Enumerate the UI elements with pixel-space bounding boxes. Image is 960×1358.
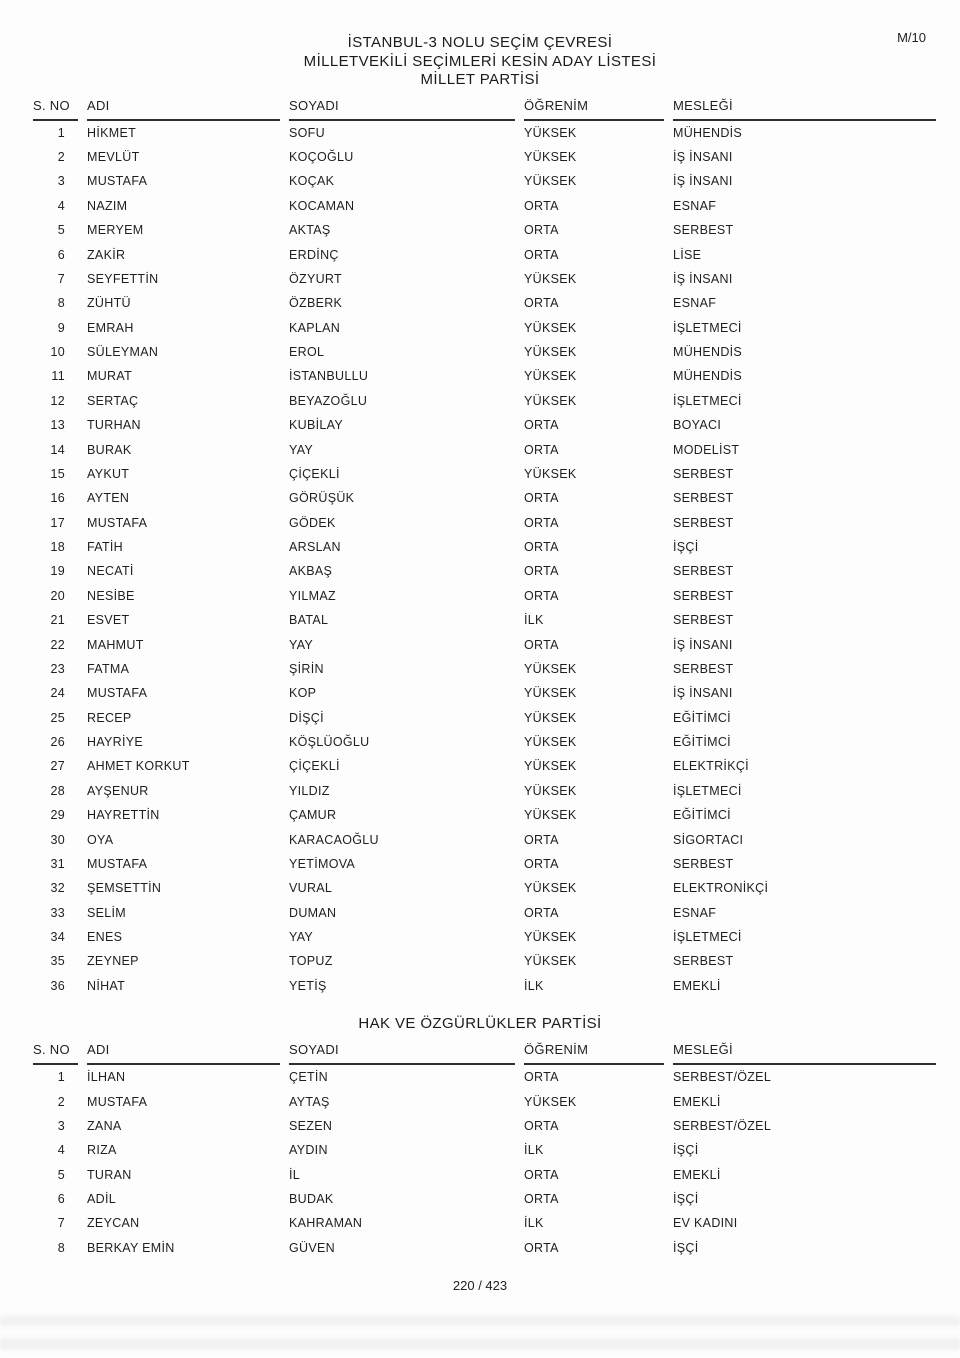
cell-serial-no: 3	[57, 174, 65, 189]
cell-surname: KOP	[289, 686, 317, 701]
cell-profession: SERBEST	[673, 466, 734, 481]
cell-serial-no: 35	[50, 954, 65, 969]
cell-first-name: ZAKİR	[87, 247, 126, 262]
table-row	[33, 779, 936, 803]
cell-education: YÜKSEK	[524, 881, 577, 896]
cell-profession: SİGORTACI	[673, 832, 744, 847]
cell-first-name: HİKMET	[87, 125, 137, 140]
cell-serial-no: 13	[50, 418, 65, 433]
table-row	[33, 949, 936, 973]
cell-first-name: TURAN	[87, 1167, 132, 1182]
cell-serial-no: 34	[50, 930, 65, 945]
cell-education: YÜKSEK	[524, 345, 577, 360]
table-row	[33, 974, 936, 998]
cell-serial-no: 12	[50, 393, 65, 408]
cell-surname: KOÇAK	[289, 174, 335, 189]
cell-first-name: SELİM	[87, 905, 127, 920]
cell-profession: İŞÇİ	[673, 1240, 699, 1255]
cell-education: ORTA	[524, 637, 559, 652]
cell-serial-no: 31	[50, 856, 65, 871]
cell-surname: İL	[289, 1167, 301, 1182]
table-row	[33, 218, 936, 242]
cell-serial-no: 18	[50, 540, 65, 555]
cell-first-name: AYKUT	[87, 466, 130, 481]
cell-education: İLK	[524, 978, 544, 993]
candidate-table-hak-ve-ozgurlukler	[33, 1042, 936, 1260]
cell-surname: ŞİRİN	[289, 661, 324, 676]
cell-education: ORTA	[524, 296, 559, 311]
cell-serial-no: 1	[57, 125, 65, 140]
cell-first-name: ADİL	[87, 1192, 116, 1207]
cell-surname: İSTANBULLU	[289, 369, 369, 384]
table-row	[33, 584, 936, 608]
table-row	[33, 486, 936, 510]
cell-profession: İŞ İNSANI	[673, 637, 733, 652]
table-row	[33, 340, 936, 364]
cell-surname: ÖZYURT	[289, 271, 342, 286]
cell-education: YÜKSEK	[524, 735, 577, 750]
cell-profession: BOYACI	[673, 418, 722, 433]
cell-serial-no: 32	[50, 881, 65, 896]
cell-surname: KAHRAMAN	[289, 1216, 363, 1231]
cell-surname: ÇİÇEKLİ	[289, 466, 340, 481]
cell-profession: SERBEST/ÖZEL	[673, 1118, 772, 1133]
title-line-list-name: MİLLETVEKİLİ SEÇİMLERİ KESİN ADAY LİSTESİ	[303, 52, 657, 70]
cell-profession: İŞLETMECİ	[673, 930, 742, 945]
cell-first-name: MURAT	[87, 369, 133, 384]
table-row	[33, 389, 936, 413]
cell-education: YÜKSEK	[524, 466, 577, 481]
cell-surname: ÇİÇEKLİ	[289, 759, 340, 774]
column-header-meslegi: MESLEĞİ	[673, 98, 936, 121]
cell-serial-no: 22	[50, 637, 65, 652]
scan-artifact-band	[0, 1338, 960, 1350]
cell-education: İLK	[524, 613, 544, 628]
cell-first-name: ENES	[87, 930, 123, 945]
cell-surname: YILMAZ	[289, 588, 336, 603]
cell-first-name: FATMA	[87, 661, 130, 676]
cell-first-name: ZÜHTÜ	[87, 296, 131, 311]
table-header-row	[33, 98, 936, 121]
cell-profession: ESNAF	[673, 198, 717, 213]
cell-serial-no: 16	[50, 491, 65, 506]
cell-first-name: MUSTAFA	[87, 174, 148, 189]
cell-surname: YAY	[289, 930, 314, 945]
cell-education: ORTA	[524, 1192, 559, 1207]
table-header-row	[33, 1042, 936, 1065]
cell-profession: İŞLETMECİ	[673, 393, 742, 408]
cell-serial-no: 3	[57, 1118, 65, 1133]
cell-serial-no: 11	[51, 369, 65, 384]
cell-first-name: ZEYNEP	[87, 954, 139, 969]
table-row	[33, 730, 936, 754]
cell-serial-no: 28	[50, 783, 65, 798]
table-row	[33, 121, 936, 145]
cell-first-name: TURHAN	[87, 418, 141, 433]
scan-artifact-band	[0, 1316, 960, 1326]
cell-profession: İŞ İNSANI	[673, 686, 733, 701]
cell-profession: MÜHENDİS	[673, 125, 743, 140]
cell-surname: AYTAŞ	[289, 1094, 330, 1109]
cell-profession: EMEKLİ	[673, 1167, 721, 1182]
cell-education: YÜKSEK	[524, 369, 577, 384]
cell-serial-no: 2	[57, 1094, 65, 1109]
cell-surname: SEZEN	[289, 1118, 333, 1133]
cell-profession: EĞİTİMCİ	[673, 808, 731, 823]
cell-education: YÜKSEK	[524, 710, 577, 725]
cell-profession: EMEKLİ	[673, 1094, 721, 1109]
cell-profession: İŞÇİ	[673, 1192, 699, 1207]
table-row	[33, 1114, 936, 1138]
cell-first-name: OYA	[87, 832, 114, 847]
cell-profession: ESNAF	[673, 905, 717, 920]
cell-education: YÜKSEK	[524, 783, 577, 798]
cell-education: ORTA	[524, 564, 559, 579]
cell-education: YÜKSEK	[524, 759, 577, 774]
cell-first-name: EMRAH	[87, 320, 134, 335]
cell-first-name: BERKAY EMİN	[87, 1240, 175, 1255]
table-row	[33, 827, 936, 851]
cell-education: ORTA	[524, 540, 559, 555]
cell-serial-no: 24	[50, 686, 65, 701]
cell-serial-no: 26	[50, 735, 65, 750]
cell-serial-no: 1	[57, 1070, 65, 1085]
cell-profession: ELEKTRONİKÇİ	[673, 881, 769, 896]
cell-serial-no: 36	[50, 978, 65, 993]
cell-profession: SERBEST	[673, 491, 734, 506]
cell-surname: GÖRÜŞÜK	[289, 491, 355, 506]
cell-education: YÜKSEK	[524, 930, 577, 945]
cell-first-name: RECEP	[87, 710, 132, 725]
cell-profession: SERBEST	[673, 588, 734, 603]
table-row	[33, 657, 936, 681]
cell-profession: EV KADINI	[673, 1216, 738, 1231]
cell-profession: MÜHENDİS	[673, 345, 743, 360]
table-row	[33, 413, 936, 437]
cell-education: İLK	[524, 1143, 544, 1158]
cell-first-name: NECATİ	[87, 564, 134, 579]
table-body	[33, 1065, 936, 1260]
table-row	[33, 291, 936, 315]
cell-first-name: MAHMUT	[87, 637, 144, 652]
cell-first-name: ZEYCAN	[87, 1216, 140, 1231]
cell-education: YÜKSEK	[524, 393, 577, 408]
cell-serial-no: 21	[50, 613, 65, 628]
cell-surname: EROL	[289, 345, 325, 360]
cell-surname: GÖDEK	[289, 515, 336, 530]
cell-education: YÜKSEK	[524, 174, 577, 189]
cell-surname: YAY	[289, 637, 314, 652]
table-row	[33, 1163, 936, 1187]
cell-education: YÜKSEK	[524, 661, 577, 676]
cell-serial-no: 6	[57, 247, 65, 262]
cell-serial-no: 23	[50, 661, 65, 676]
cell-serial-no: 30	[50, 832, 65, 847]
cell-first-name: AHMET KORKUT	[87, 759, 190, 774]
column-header-sno: S. NO	[33, 98, 78, 121]
column-header-adi: ADI	[87, 1042, 280, 1065]
table-row	[33, 242, 936, 266]
table-row	[33, 1065, 936, 1089]
table-row	[33, 559, 936, 583]
cell-education: İLK	[524, 1216, 544, 1231]
cell-first-name: SERTAÇ	[87, 393, 139, 408]
cell-surname: YAY	[289, 442, 314, 457]
cell-surname: TOPUZ	[289, 954, 333, 969]
cell-profession: EĞİTİMCİ	[673, 710, 731, 725]
table-row	[33, 876, 936, 900]
table-row	[33, 535, 936, 559]
cell-first-name: HAYRETTİN	[87, 808, 160, 823]
cell-serial-no: 4	[57, 198, 65, 213]
cell-serial-no: 10	[50, 345, 65, 360]
table-row	[33, 1187, 936, 1211]
cell-first-name: FATİH	[87, 540, 123, 555]
cell-surname: YILDIZ	[289, 783, 330, 798]
cell-surname: KARACAOĞLU	[289, 832, 379, 847]
table-row	[33, 803, 936, 827]
cell-education: ORTA	[524, 588, 559, 603]
cell-first-name: MUSTAFA	[87, 856, 148, 871]
cell-profession: LİSE	[673, 247, 702, 262]
title-line-party-1: MİLLET PARTİSİ	[420, 71, 540, 88]
cell-first-name: İLHAN	[87, 1070, 126, 1085]
cell-education: ORTA	[524, 856, 559, 871]
cell-profession: SERBEST	[673, 954, 734, 969]
cell-surname: BUDAK	[289, 1192, 334, 1207]
cell-first-name: AYŞENUR	[87, 783, 149, 798]
cell-first-name: ESVET	[87, 613, 130, 628]
cell-profession: İŞÇİ	[673, 1143, 699, 1158]
cell-profession: MODELİST	[673, 442, 740, 457]
cell-profession: SERBEST	[673, 223, 734, 238]
cell-education: ORTA	[524, 1070, 559, 1085]
cell-serial-no: 2	[57, 150, 65, 165]
table-row	[33, 169, 936, 193]
cell-education: ORTA	[524, 905, 559, 920]
cell-profession: ELEKTRİKÇİ	[673, 759, 749, 774]
cell-education: ORTA	[524, 1118, 559, 1133]
cell-first-name: SEYFETTİN	[87, 271, 159, 286]
cell-surname: YETİMOVA	[289, 856, 356, 871]
cell-education: YÜKSEK	[524, 954, 577, 969]
cell-surname: KOÇOĞLU	[289, 150, 354, 165]
cell-first-name: MUSTAFA	[87, 1094, 148, 1109]
cell-education: ORTA	[524, 223, 559, 238]
table-row	[33, 1211, 936, 1235]
cell-profession: SERBEST/ÖZEL	[673, 1070, 772, 1085]
cell-serial-no: 17	[50, 515, 65, 530]
cell-profession: EĞİTİMCİ	[673, 735, 731, 750]
cell-surname: KÖŞLÜOĞLU	[289, 735, 370, 750]
page-code-label: M/10	[897, 30, 926, 45]
cell-education: ORTA	[524, 442, 559, 457]
candidate-table-millet-partisi	[33, 98, 936, 999]
table-row	[33, 925, 936, 949]
table-row	[33, 681, 936, 705]
table-row	[33, 1138, 936, 1162]
cell-surname: ARSLAN	[289, 540, 341, 555]
cell-first-name: ŞEMSETTİN	[87, 881, 162, 896]
table-row	[33, 754, 936, 778]
cell-serial-no: 8	[57, 296, 65, 311]
table-row	[33, 145, 936, 169]
cell-surname: VURAL	[289, 881, 333, 896]
cell-first-name: MEVLÜT	[87, 150, 140, 165]
cell-serial-no: 14	[50, 442, 65, 457]
cell-education: YÜKSEK	[524, 125, 577, 140]
cell-serial-no: 4	[57, 1143, 65, 1158]
table-body	[33, 121, 936, 999]
cell-education: YÜKSEK	[524, 686, 577, 701]
cell-surname: ÖZBERK	[289, 296, 343, 311]
cell-serial-no: 8	[57, 1240, 65, 1255]
cell-profession: İŞ İNSANI	[673, 174, 733, 189]
cell-surname: AKBAŞ	[289, 564, 333, 579]
cell-education: ORTA	[524, 247, 559, 262]
cell-serial-no: 29	[50, 808, 65, 823]
cell-surname: ÇETİN	[289, 1070, 328, 1085]
cell-first-name: AYTEN	[87, 491, 130, 506]
table-row	[33, 437, 936, 461]
cell-serial-no: 7	[57, 271, 65, 286]
column-header-ogrenim: ÖĞRENİM	[524, 1042, 664, 1065]
table-row	[33, 608, 936, 632]
party-title-hak-ve-ozgurlukler: HAK VE ÖZGÜRLÜKLER PARTİSİ	[358, 1015, 602, 1032]
cell-surname: KUBİLAY	[289, 418, 343, 433]
cell-first-name: SÜLEYMAN	[87, 345, 159, 360]
cell-profession: ESNAF	[673, 296, 717, 311]
table-row	[33, 852, 936, 876]
cell-surname: ÇAMUR	[289, 808, 337, 823]
cell-profession: İŞÇİ	[673, 540, 699, 555]
table-row	[33, 462, 936, 486]
cell-surname: BEYAZOĞLU	[289, 393, 368, 408]
cell-serial-no: 20	[50, 588, 65, 603]
cell-profession: İŞ İNSANI	[673, 271, 733, 286]
cell-profession: İŞLETMECİ	[673, 320, 742, 335]
cell-education: ORTA	[524, 418, 559, 433]
cell-surname: GÜVEN	[289, 1240, 335, 1255]
cell-first-name: ZANA	[87, 1118, 122, 1133]
cell-first-name: MUSTAFA	[87, 515, 148, 530]
column-header-ogrenim: ÖĞRENİM	[524, 98, 664, 121]
cell-profession: MÜHENDİS	[673, 369, 743, 384]
cell-serial-no: 9	[57, 320, 65, 335]
cell-surname: BATAL	[289, 613, 329, 628]
cell-education: ORTA	[524, 1240, 559, 1255]
cell-serial-no: 7	[57, 1216, 65, 1231]
cell-serial-no: 33	[50, 905, 65, 920]
cell-surname: KOCAMAN	[289, 198, 355, 213]
cell-surname: SOFU	[289, 125, 325, 140]
cell-profession: SERBEST	[673, 515, 734, 530]
cell-profession: SERBEST	[673, 856, 734, 871]
table-row	[33, 194, 936, 218]
cell-serial-no: 27	[50, 759, 65, 774]
cell-profession: SERBEST	[673, 661, 734, 676]
cell-first-name: BURAK	[87, 442, 132, 457]
page-number: 220 / 423	[452, 1278, 508, 1293]
table-row	[33, 1089, 936, 1113]
cell-education: YÜKSEK	[524, 150, 577, 165]
cell-profession: SERBEST	[673, 613, 734, 628]
table-row	[33, 706, 936, 730]
table-row	[33, 511, 936, 535]
cell-education: ORTA	[524, 832, 559, 847]
table-row	[33, 364, 936, 388]
cell-surname: KAPLAN	[289, 320, 341, 335]
cell-serial-no: 5	[57, 223, 65, 238]
cell-education: YÜKSEK	[524, 271, 577, 286]
cell-education: ORTA	[524, 515, 559, 530]
column-header-soyadi: SOYADI	[289, 1042, 515, 1065]
cell-first-name: NESİBE	[87, 588, 135, 603]
cell-first-name: MUSTAFA	[87, 686, 148, 701]
column-header-soyadi: SOYADI	[289, 98, 515, 121]
cell-profession: EMEKLİ	[673, 978, 721, 993]
cell-first-name: MERYEM	[87, 223, 144, 238]
table-row	[33, 901, 936, 925]
cell-profession: SERBEST	[673, 564, 734, 579]
column-header-sno: S. NO	[33, 1042, 78, 1065]
cell-first-name: HAYRİYE	[87, 735, 144, 750]
cell-surname: ERDİNÇ	[289, 247, 339, 262]
cell-first-name: NİHAT	[87, 978, 126, 993]
cell-education: YÜKSEK	[524, 320, 577, 335]
title-line-district: İSTANBUL-3 NOLU SEÇİM ÇEVRESİ	[347, 34, 613, 51]
table-row	[33, 1236, 936, 1260]
cell-serial-no: 6	[57, 1192, 65, 1207]
document-title-block	[0, 0, 960, 90]
table-row	[33, 632, 936, 656]
cell-education: ORTA	[524, 1167, 559, 1182]
cell-education: YÜKSEK	[524, 808, 577, 823]
cell-education: YÜKSEK	[524, 1094, 577, 1109]
cell-serial-no: 19	[50, 564, 65, 579]
cell-education: ORTA	[524, 491, 559, 506]
cell-serial-no: 15	[50, 466, 65, 481]
cell-surname: YETİŞ	[289, 978, 327, 993]
cell-serial-no: 25	[50, 710, 65, 725]
cell-serial-no: 5	[57, 1167, 65, 1182]
column-header-adi: ADI	[87, 98, 280, 121]
cell-surname: AYDIN	[289, 1143, 328, 1158]
table-row	[33, 267, 936, 291]
cell-surname: AKTAŞ	[289, 223, 331, 238]
cell-education: ORTA	[524, 198, 559, 213]
cell-surname: DUMAN	[289, 905, 337, 920]
table-row	[33, 316, 936, 340]
column-header-meslegi: MESLEĞİ	[673, 1042, 936, 1065]
cell-first-name: NAZIM	[87, 198, 128, 213]
cell-surname: DİŞÇİ	[289, 710, 324, 725]
cell-profession: İŞLETMECİ	[673, 783, 742, 798]
cell-profession: İŞ İNSANI	[673, 150, 733, 165]
cell-first-name: RIZA	[87, 1143, 117, 1158]
